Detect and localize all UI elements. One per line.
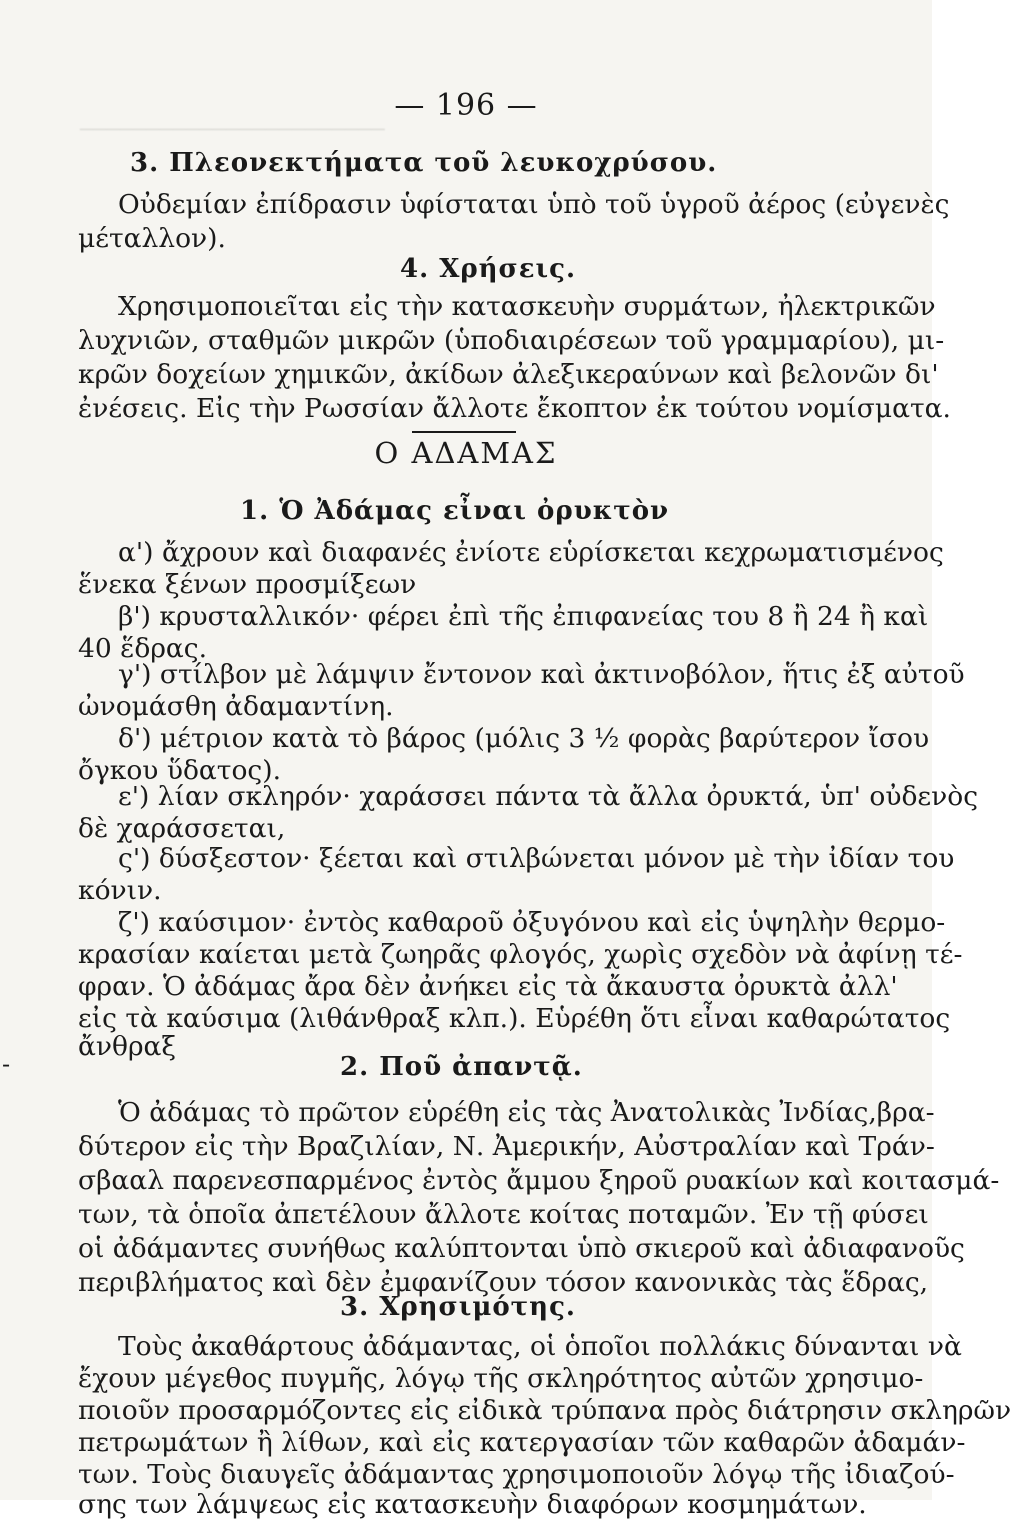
text-line: λυχνιῶν, σταθμῶν μικρῶν (ὑποδιαιρέσεων τοῦ γραμμαρίου), μι- <box>78 325 945 356</box>
text-line: ὠνομάσθη ἀδαμαντίνη. <box>78 691 394 722</box>
page-number: — 196 — <box>394 88 538 123</box>
chapter-title: Ο ΑΔΑΜΑΣ <box>374 436 558 470</box>
text-line: γ') στίλβον μὲ λάμψιν ἔντονον καὶ ἀκτινοβόλον, ἥτις ἐξ αὐτοῦ <box>118 659 965 690</box>
text-line: ποιοῦν προσαρμόζοντες εἰς εἰδικὰ τρύπανα πρὸς διάτρησιν σκληρῶν <box>78 1395 1011 1426</box>
subsection-heading-occurrence: 2. Ποῦ ἀπαντᾷ. <box>340 1052 583 1082</box>
text-line: ἔχουν μέγεθος πυγμῆς, λόγῳ τῆς σκληρότητος αὐτῶν χρησιμο- <box>78 1363 924 1394</box>
section-heading-advantages: 3. Πλεονεκτήματα τοῦ λευκοχρύσου. <box>130 148 718 178</box>
text-line: 40 ἕδρας. <box>78 633 208 664</box>
text-line: μέταλλον). <box>78 223 226 254</box>
bleed-through-shadow: ─────────────────────── <box>80 118 385 143</box>
text-line: των, τὰ ὁποῖα ἀπετέλουν ἄλλοτε κοίτας ποταμῶν. Ἐν τῇ φύσει <box>78 1199 929 1230</box>
text-line: Τοὺς ἀκαθάρτους ἀδάμαντας, οἱ ὁποῖοι πολλάκις δύνανται νὰ <box>118 1331 962 1362</box>
text-line: σβααλ παρενεσπαρμένος ἐντὸς ἄμμου ξηροῦ ρυακίων καὶ κοιτασμά- <box>78 1165 1000 1196</box>
text-line: ἐνέσεις. Εἰς τὴν Ρωσσίαν ἄλλοτε ἔκοπτον ἐκ τούτου νομίσματα. <box>78 393 951 424</box>
text-line: δὲ χαράσσεται, <box>78 813 286 844</box>
text-line: ε') λίαν σκληρόν· χαράσσει πάντα τὰ ἄλλα ὀρυκτά, ὑπ' οὐδενὸς <box>118 781 979 812</box>
text-line: κρασίαν καίεται μετὰ ζωηρᾶς φλογός, χωρὶς σχεδὸν νὰ ἀφίνῃ τέ- <box>78 939 963 970</box>
text-line: των. Τοὺς διαυγεῖς ἀδάμαντας χρησιμοποιοῦν λόγῳ τῆς ἰδιαζού- <box>78 1459 955 1490</box>
text-line: δ') μέτριον κατὰ τὸ βάρος (μόλις 3 ½ φορὰς βαρύτερον ἴσου <box>118 723 930 754</box>
text-line: Χρησιμοποιεῖται εἰς τὴν κατασκευὴν συρμάτων, ἠλεκτρικῶν <box>118 291 936 322</box>
text-line: β') κρυσταλλικόν· φέρει ἐπὶ τῆς ἐπιφανείας του 8 ἢ 24 ἢ καὶ <box>118 601 929 632</box>
text-line: α') ἄχρουν καὶ διαφανές ἐνίοτε εὑρίσκεται κεχρωματισμένος <box>118 537 944 568</box>
text-line: Οὐδεμίαν ἐπίδρασιν ὑφίσταται ὑπὸ τοῦ ὑγροῦ ἀέρος (εὐγενὲς <box>118 189 950 220</box>
text-line: δύτερον εἰς τὴν Βραζιλίαν, Ν. Ἀμερικήν, Αὐστραλίαν καὶ Τράν- <box>78 1131 935 1162</box>
text-line: ς') δύσξεστον· ξέεται καὶ στιλβώνεται μόνον μὲ τὴν ἰδίαν του <box>118 843 955 874</box>
text-line: ὄγκου ὕδατος). <box>78 755 282 786</box>
text-line: κόνιν. <box>78 875 162 906</box>
text-line: πετρωμάτων ἢ λίθων, καὶ εἰς κατεργασίαν τῶν καθαρῶν ἀδαμάν- <box>78 1427 966 1458</box>
text-line: ζ') καύσιμον· ἐντὸς καθαροῦ ὀξυγόνου καὶ εἰς ὑψηλὴν θερμο- <box>118 907 946 938</box>
text-line: φραν. Ὁ ἀδάμας ἄρα δὲν ἀνήκει εἰς τὰ ἄκαυστα ὀρυκτὰ ἀλλ' <box>78 971 898 1002</box>
text-line: ἄνθραξ <box>78 1031 177 1062</box>
subsection-heading-usefulness: 3. Χρησιμότης. <box>340 1292 576 1322</box>
text-line: Ὁ ἀδάμας τὸ πρῶτον εὑρέθη εἰς τὰς Ἀνατολικὰς Ἰνδίας,βρα- <box>118 1097 935 1128</box>
section-divider <box>412 431 516 433</box>
margin-mark: - <box>2 1050 11 1078</box>
text-line: εἰς τὰ καύσιμα (λιθάνθραξ κλπ.). Εὑρέθη ὅτι εἶναι καθαρώτατος <box>78 1003 951 1034</box>
text-line: κρῶν δοχείων χημικῶν, ἀκίδων ἀλεξικεραύνων καὶ βελονῶν δι' <box>78 359 939 390</box>
section-heading-uses: 4. Χρήσεις. <box>400 254 577 284</box>
text-line: οἱ ἀδάμαντες συνήθως καλύπτονται ὑπὸ σκιεροῦ καὶ ἀδιαφανοῦς <box>78 1233 965 1264</box>
subsection-heading-mineral: 1. Ὁ Ἀδάμας εἶναι ὀρυκτὸν <box>240 496 670 526</box>
text-line: ἕνεκα ξένων προσμίξεων <box>78 569 417 600</box>
text-line: σης των λάμψεως εἰς κατασκευὴν διαφόρων κοσμημάτων. <box>78 1489 867 1520</box>
text-line: περιβλήματος καὶ δὲν ἐμφανίζουν τόσον κανονικὰς τὰς ἕδρας, <box>78 1267 929 1298</box>
